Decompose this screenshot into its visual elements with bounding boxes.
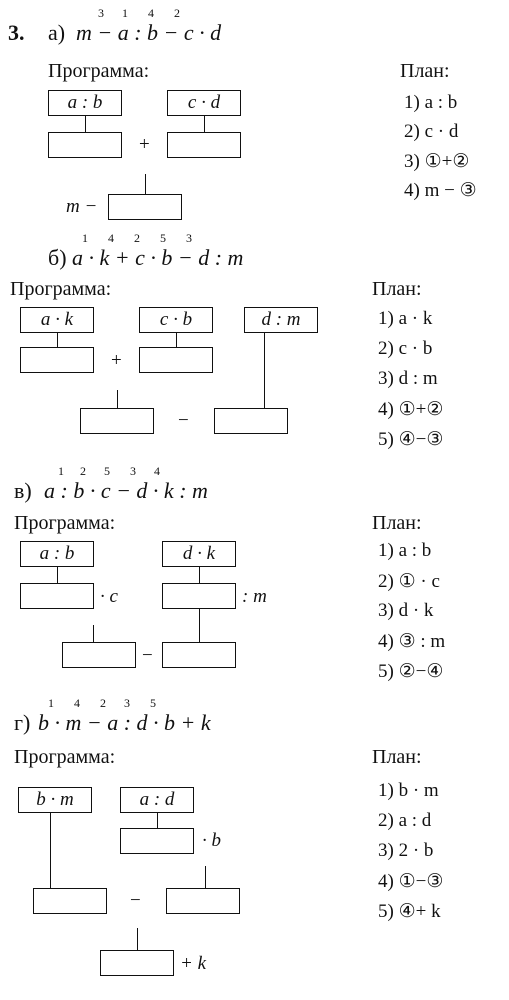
plan-label: План:: [372, 512, 422, 534]
order-mark: 3: [98, 6, 104, 20]
order-mark: 2: [134, 231, 140, 245]
operation-box: b · m: [18, 787, 92, 813]
plan-step: 1) a : b: [378, 540, 432, 561]
plan-step: 1) a · k: [378, 308, 433, 329]
connector-line: [199, 609, 200, 642]
part-v-expression: a : b · c − d · k : m 1 2 5 3 4: [44, 464, 208, 503]
connector-line: [157, 813, 158, 828]
plan-step: 4) m − ③: [404, 180, 477, 201]
order-mark: 1: [48, 696, 54, 710]
program-label: Программа:: [14, 512, 116, 534]
connector-line: [204, 116, 205, 132]
plan-label: План:: [372, 746, 422, 768]
result-box: [80, 408, 154, 434]
order-mark: 4: [74, 696, 80, 710]
operator-sign: −: [142, 645, 153, 666]
plan-step: 5) ④+ k: [378, 901, 441, 922]
plan-step: 1) a : b: [404, 92, 458, 113]
result-box: [214, 408, 288, 434]
order-mark: 5: [104, 464, 110, 478]
plan-step: 2) ① · c: [378, 571, 440, 592]
order-mark: 5: [150, 696, 156, 710]
result-box: [62, 642, 136, 668]
task-number: 3.: [8, 20, 25, 45]
order-mark: 3: [124, 696, 130, 710]
order-mark: 1: [82, 231, 88, 245]
plan-step: 2) c · d: [404, 121, 459, 142]
connector-line: [145, 174, 146, 194]
operation-box: c · d: [167, 90, 241, 116]
order-mark: 2: [80, 464, 86, 478]
result-box: [48, 132, 122, 158]
part-g-letter: г): [14, 710, 31, 735]
connector-line: [137, 928, 138, 950]
result-box: [167, 132, 241, 158]
plan-step: 3) 2 · b: [378, 840, 434, 861]
result-box: [20, 347, 94, 373]
plan-step: 4) ③ : m: [378, 631, 446, 652]
order-mark: 4: [154, 464, 160, 478]
operator-sign: m −: [66, 196, 98, 217]
operator-sign: +: [139, 134, 150, 155]
plan-step: 4) ①−③: [378, 871, 444, 892]
connector-line: [57, 333, 58, 347]
connector-line: [85, 116, 86, 132]
part-b-letter: б): [48, 245, 67, 270]
order-mark: 3: [186, 231, 192, 245]
result-box: [166, 888, 240, 914]
operator-sign: −: [130, 890, 141, 911]
order-mark: 2: [174, 6, 180, 20]
order-mark: 5: [160, 231, 166, 245]
plan-step: 3) d · k: [378, 600, 434, 621]
result-box: [100, 950, 174, 976]
program-label: Программа:: [14, 746, 116, 768]
result-box: [33, 888, 107, 914]
operation-box: a : b: [20, 541, 94, 567]
order-mark: 4: [108, 231, 114, 245]
result-box: [120, 828, 194, 854]
result-box: [139, 347, 213, 373]
plan-step: 5) ②−④: [378, 661, 444, 682]
part-a-expression: m − a : b − c · d 3 1 4 2: [76, 6, 222, 45]
plan-step: 1) b · m: [378, 780, 439, 801]
connector-line: [176, 333, 177, 347]
operator-sign: + k: [180, 953, 207, 974]
result-box: [162, 583, 236, 609]
operation-box: a : d: [120, 787, 194, 813]
plan-step: 5) ④−③: [378, 429, 444, 450]
part-g-expression: b · m − a : d · b + k 1 4 2 3 5: [38, 696, 211, 735]
connector-line: [57, 567, 58, 583]
program-label: Программа:: [10, 278, 112, 300]
result-box: [20, 583, 94, 609]
result-box: [108, 194, 182, 220]
operation-box: d : m: [244, 307, 318, 333]
connector-line: [199, 567, 200, 583]
connector-line: [117, 390, 118, 408]
operator-sign: +: [111, 350, 122, 371]
order-mark: 1: [122, 6, 128, 20]
operation-box: c · b: [139, 307, 213, 333]
plan-step: 3) d : m: [378, 368, 438, 389]
order-mark: 3: [130, 464, 136, 478]
order-mark: 4: [148, 6, 154, 20]
plan-step: 3) ①+②: [404, 151, 470, 172]
connector-line: [50, 813, 51, 888]
plan-step: 2) c · b: [378, 338, 433, 359]
operation-box: a : b: [48, 90, 122, 116]
part-b-expression: a · k + c · b − d : m 1 4 2 5 3: [72, 231, 244, 270]
connector-line: [205, 866, 206, 888]
operator-sign: −: [178, 410, 189, 431]
result-box: [162, 642, 236, 668]
plan-label: План:: [400, 60, 450, 82]
connector-line: [93, 625, 94, 642]
order-mark: 2: [100, 696, 106, 710]
connector-line: [264, 333, 265, 408]
order-mark: 1: [58, 464, 64, 478]
operation-box: a · k: [20, 307, 94, 333]
program-label: Программа:: [48, 60, 150, 82]
plan-step: 4) ①+②: [378, 399, 444, 420]
operator-sign: : m: [242, 586, 267, 607]
operator-sign: · c: [100, 586, 118, 607]
operator-sign: · b: [202, 830, 221, 851]
operation-box: d · k: [162, 541, 236, 567]
part-a-letter: а): [48, 20, 66, 45]
plan-label: План:: [372, 278, 422, 300]
plan-step: 2) a : d: [378, 810, 432, 831]
part-v-letter: в): [14, 478, 32, 503]
